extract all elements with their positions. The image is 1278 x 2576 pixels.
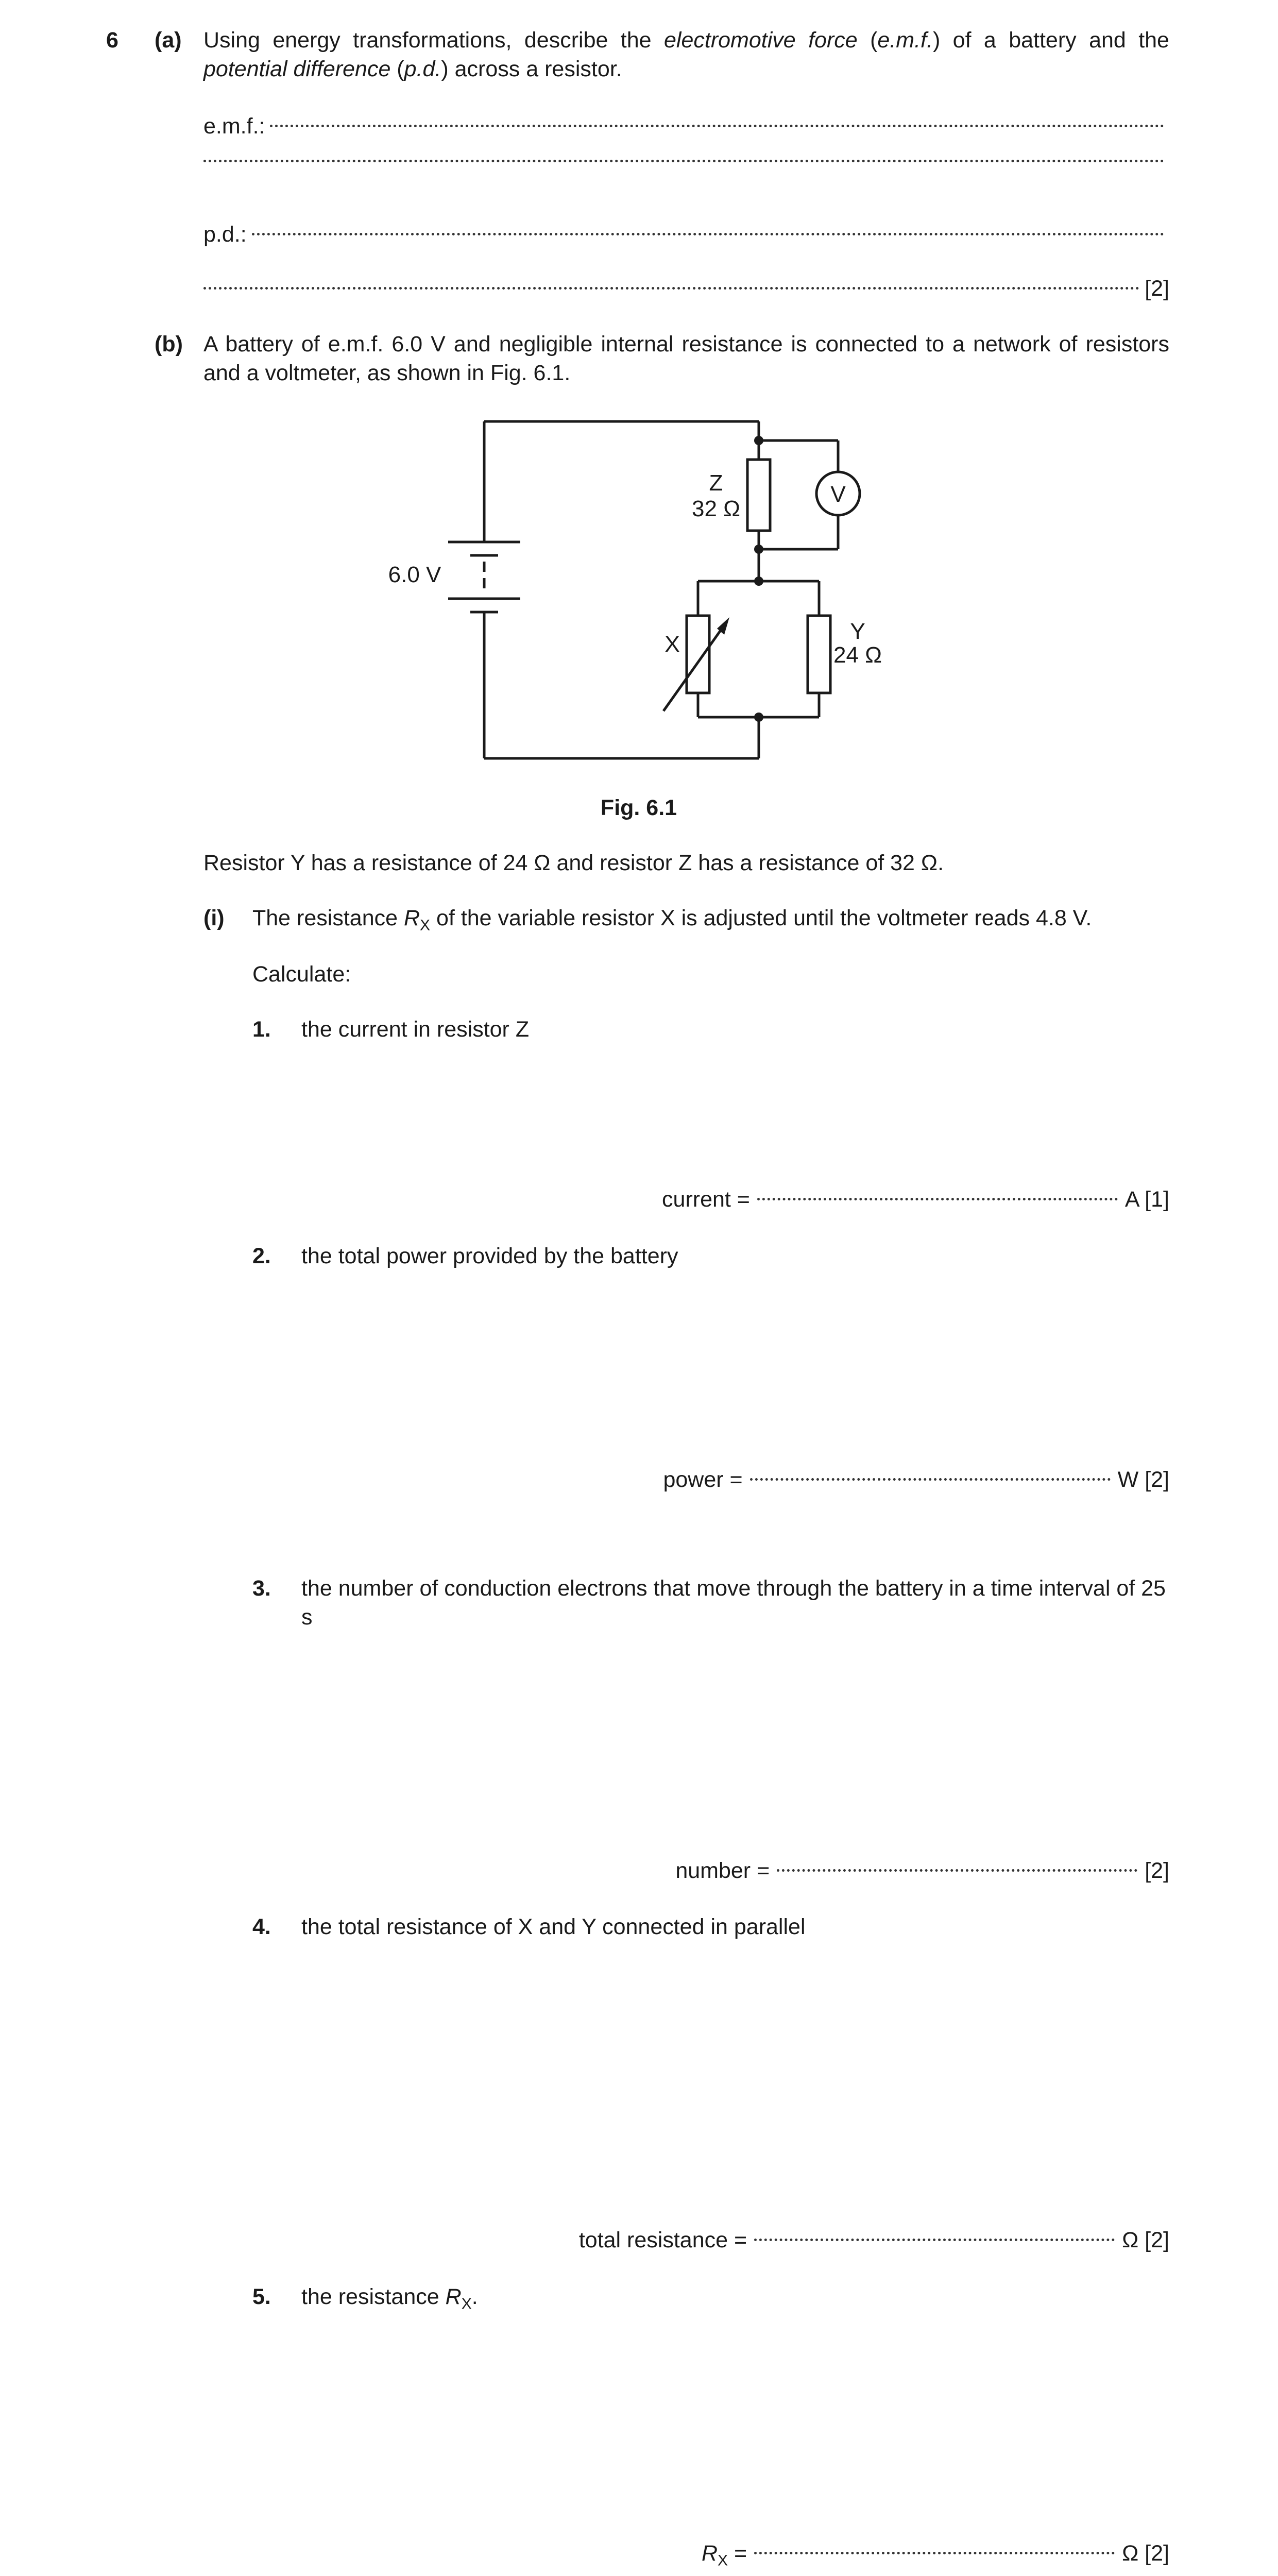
number-marks: [2] bbox=[1145, 1858, 1169, 1883]
x-name: X bbox=[664, 632, 680, 657]
number-answer-field[interactable] bbox=[675, 1856, 1169, 1885]
item-4-text: the total resistance of X and Y connected in parallel bbox=[301, 1914, 806, 1939]
answer-dots bbox=[754, 2239, 1115, 2241]
z-value: 32 Ω bbox=[691, 496, 741, 521]
figure-caption: Fig. 6.1 bbox=[600, 795, 677, 820]
item-5-number: 5. bbox=[252, 2284, 271, 2309]
item-5-text: the resistance $R_X$. bbox=[301, 2284, 478, 2313]
resistor-z bbox=[747, 460, 770, 531]
pd-answer-line-1[interactable] bbox=[203, 220, 1169, 249]
current-answer-label: current = bbox=[662, 1187, 750, 1212]
answer-dots bbox=[252, 233, 1164, 235]
y-value: 24 Ω bbox=[833, 642, 882, 668]
power-answer-label: power = bbox=[663, 1467, 743, 1492]
item-2-number: 2. bbox=[252, 1244, 271, 1268]
part-b-i-text: The resistance $R_X$ of the variable resistor X is adjusted until the voltmeter reads 4.8 V. bbox=[252, 906, 1092, 934]
power-unit-marks: W [2] bbox=[1117, 1467, 1169, 1492]
total-resistance-answer-label: total resistance = bbox=[578, 2228, 747, 2252]
total-resistance-answer-field[interactable] bbox=[579, 2226, 1169, 2255]
battery-label: 6.0 V bbox=[388, 562, 441, 587]
answer-dots bbox=[203, 287, 1139, 290]
z-name: Z bbox=[709, 470, 723, 496]
emf-answer-line-1[interactable] bbox=[203, 112, 1169, 141]
rx-answer-field[interactable] bbox=[702, 2539, 1169, 2575]
answer-dots bbox=[270, 125, 1164, 127]
resistor-y bbox=[808, 616, 830, 693]
item-1-text: the current in resistor Z bbox=[301, 1017, 530, 1042]
variable-resistor-x bbox=[687, 616, 709, 693]
current-unit-marks: A [1] bbox=[1124, 1187, 1169, 1212]
number-answer-label: number = bbox=[675, 1858, 770, 1883]
y-name: Y bbox=[850, 619, 865, 644]
item-3-text: the number of conduction electrons that move through the battery in a time interval of 25 s bbox=[301, 1576, 1166, 1630]
junction bbox=[754, 545, 763, 554]
part-b-intro: A battery of e.m.f. 6.0 V and negligible internal resistance is connected to a network of resistors and a voltmeter, as shown in Fig. 6.1. bbox=[203, 332, 1169, 385]
voltmeter-label: V bbox=[830, 482, 846, 507]
junction bbox=[754, 713, 763, 722]
part-a-marks: [2] bbox=[1145, 276, 1169, 301]
rx-answer-label: $R_X$ = bbox=[701, 2541, 747, 2569]
power-answer-field[interactable] bbox=[663, 1465, 1169, 1494]
answer-dots bbox=[203, 160, 1164, 162]
answer-dots bbox=[754, 2552, 1115, 2554]
item-4-number: 4. bbox=[252, 1914, 271, 1939]
given-resistances: Resistor Y has a resistance of 24 Ω and resistor Z has a resistance of 32 Ω. bbox=[203, 851, 944, 875]
calculate-instruction: Calculate: bbox=[252, 962, 351, 987]
question-number: 6 bbox=[106, 28, 118, 53]
current-answer-field[interactable] bbox=[662, 1185, 1169, 1214]
part-b-i-label: (i) bbox=[203, 906, 225, 930]
junction bbox=[754, 577, 763, 586]
answer-dots bbox=[750, 1478, 1111, 1481]
rx-unit-marks: Ω [2] bbox=[1122, 2541, 1169, 2566]
part-a-question: Using energy transformations, describe the electromotive force (e.m.f.) of a battery and the potential difference (p.d.) across a resistor. bbox=[203, 28, 1169, 81]
item-2-text: the total power provided by the battery bbox=[301, 1244, 678, 1268]
pd-answer-line-2[interactable] bbox=[203, 274, 1169, 303]
part-a-label: (a) bbox=[155, 28, 182, 53]
pd-label: p.d.: bbox=[203, 222, 247, 247]
answer-dots bbox=[777, 1869, 1137, 1872]
junction bbox=[754, 436, 763, 445]
emf-answer-line-2[interactable] bbox=[203, 166, 1169, 168]
emf-label: e.m.f.: bbox=[203, 114, 265, 139]
part-b-label: (b) bbox=[155, 332, 183, 357]
item-1-number: 1. bbox=[252, 1017, 271, 1042]
total-resistance-unit-marks: Ω [2] bbox=[1122, 2228, 1169, 2252]
item-3-number: 3. bbox=[252, 1576, 271, 1601]
answer-dots bbox=[757, 1198, 1118, 1200]
circuit-diagram bbox=[361, 402, 907, 773]
